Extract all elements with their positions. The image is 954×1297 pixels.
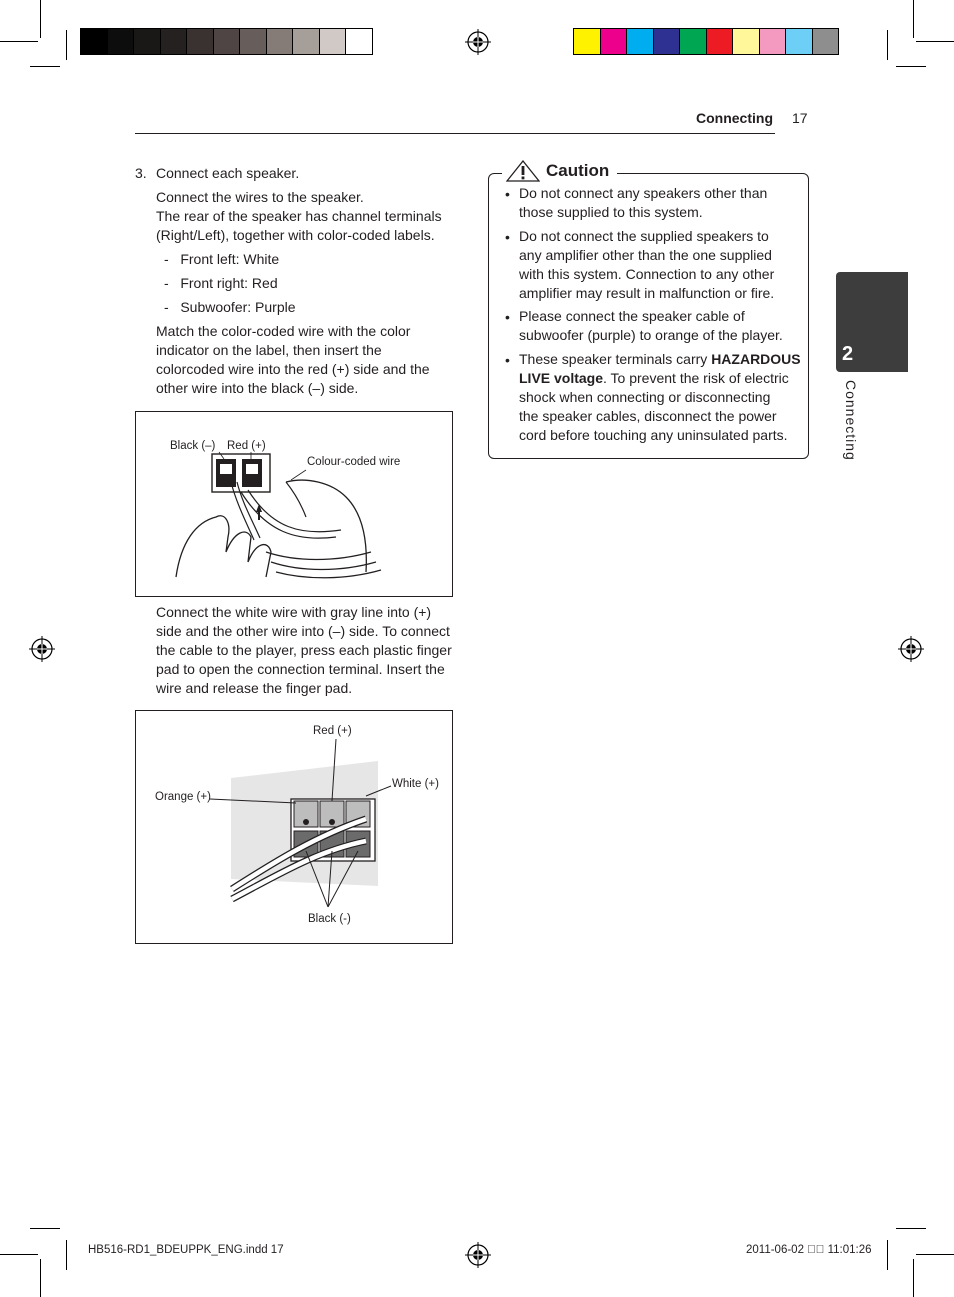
list-item: - Front right: Red — [164, 275, 278, 291]
step-paragraph-line: The rear of the speaker has channel terminals — [156, 208, 442, 224]
caution-line — [519, 369, 801, 388]
step-paragraph-line: (Right/Left), together with color-coded labels. — [156, 227, 435, 243]
hazard-emphasis: HAZARDOUS — [711, 351, 801, 367]
caution-line: Do not connect the supplied speakers to — [519, 228, 769, 244]
color-swatch — [574, 29, 601, 54]
color-swatch — [187, 29, 214, 54]
player-terminal-figure — [135, 710, 453, 944]
bullet-dot: • — [505, 186, 510, 202]
color-swatch — [601, 29, 628, 54]
color-swatch — [267, 29, 294, 54]
caution-line: cord before touching any uninsulated parts. — [519, 427, 788, 443]
list-item-text: Subwoofer: Purple — [180, 299, 296, 315]
caution-line: those supplied to this system. — [519, 204, 703, 220]
red-terminal-label: Red (+) — [227, 440, 266, 452]
color-swatch — [293, 29, 320, 54]
step-paragraph-line: Connect the white wire with gray line into (+) — [156, 604, 432, 620]
colour-coded-wire-label: Colour-coded wire — [307, 456, 401, 468]
color-swatch — [786, 29, 813, 54]
color-swatch — [240, 29, 267, 54]
color-swatch — [733, 29, 760, 54]
caution-line: shock when connecting or disconnecting — [519, 389, 771, 405]
color-swatch — [81, 29, 108, 54]
speaker-terminal-figure — [135, 411, 453, 597]
step-paragraph-line: Connect the wires to the speaker. — [156, 189, 364, 205]
footer-file-slug: HB516-RD1_BDEUPPK_ENG.indd 17 — [88, 1244, 284, 1256]
color-swatch — [214, 29, 241, 54]
caution-heading — [502, 160, 617, 182]
caution-bullet-2 — [519, 227, 774, 303]
caution-title: Caution — [546, 161, 610, 180]
color-swatch — [813, 29, 839, 54]
list-item-text: Front left: White — [180, 251, 280, 267]
caution-line: with this system. Connection to any other — [519, 266, 775, 282]
step-title: Connect each speaker. — [156, 165, 300, 181]
registration-mark-icon — [465, 1242, 491, 1268]
color-swatch — [108, 29, 135, 54]
player-terminal-illustration — [136, 711, 452, 943]
color-swatch — [707, 29, 734, 54]
footer-timestamp: 2011-06-02 ￿￿ 11:01:26 — [746, 1244, 872, 1256]
header-rule — [135, 133, 775, 134]
chapter-tab-label: Connecting — [843, 380, 859, 461]
step-paragraph-line: Match the color-coded wire with the color — [156, 323, 411, 339]
caution-line — [519, 350, 801, 369]
bullet-dot: • — [505, 229, 510, 245]
step-paragraph-line: other wire into the black (–) side. — [156, 380, 359, 396]
step-paragraph-line: side and the other wire into (–) side. To connect — [156, 623, 450, 639]
caution-line: Please connect the speaker cable of — [519, 308, 745, 324]
orange-terminal-label: Orange (+) — [155, 791, 211, 803]
caution-bullet-1 — [519, 184, 767, 222]
grayscale-color-bar — [80, 28, 373, 55]
caution-line: any amplifier other than the one supplied — [519, 247, 772, 263]
color-swatch — [627, 29, 654, 54]
registration-mark-icon — [898, 636, 924, 662]
step-paragraph-line: pad to open the connection terminal. Insert the — [156, 661, 445, 677]
caution-line: amplifier may result in malfunction or fire. — [519, 285, 775, 301]
caution-bullet-3 — [519, 307, 783, 345]
red-terminal-label: Red (+) — [313, 725, 352, 737]
process-color-bar — [573, 28, 839, 55]
list-item-text: Front right: Red — [180, 275, 278, 291]
color-swatch — [320, 29, 347, 54]
hazard-emphasis: LIVE voltage — [519, 370, 604, 386]
bullet-dot: • — [505, 309, 510, 325]
white-terminal-label: White (+) — [392, 778, 439, 790]
caution-line: Do not connect any speakers other than — [519, 185, 768, 201]
running-header-section: Connecting — [696, 110, 773, 126]
registration-mark-icon — [29, 636, 55, 662]
black-terminal-label: Black (-) — [308, 913, 351, 925]
color-swatch — [760, 29, 787, 54]
color-swatch — [161, 29, 188, 54]
bullet-dot: • — [505, 352, 510, 368]
black-terminal-label: Black (–) — [170, 440, 216, 452]
color-swatch — [134, 29, 161, 54]
color-swatch — [680, 29, 707, 54]
page-number: 17 — [792, 110, 808, 126]
registration-mark-icon — [465, 29, 491, 55]
caution-text: . To prevent the risk of electric — [603, 370, 789, 386]
list-item: - Subwoofer: Purple — [164, 299, 296, 315]
caution-line: the speaker cables, disconnect the power — [519, 408, 777, 424]
warning-triangle-icon — [506, 160, 540, 182]
color-swatch — [654, 29, 681, 54]
step-paragraph-line: wire and release the finger pad. — [156, 680, 353, 696]
chapter-tab-number: 2 — [842, 343, 854, 365]
step-paragraph-line: colorcoded wire into the red (+) side and the — [156, 361, 430, 377]
caution-line: subwoofer (purple) to orange of the player. — [519, 327, 783, 343]
caution-text: These speaker terminals carry — [519, 351, 712, 367]
color-swatch — [346, 29, 372, 54]
list-item: - Front left: White — [164, 251, 280, 267]
step-paragraph-line: indicator on the label, then insert the — [156, 342, 382, 358]
step-number: 3. — [135, 165, 147, 181]
step-paragraph-line: the cable to the player, press each plastic finger — [156, 642, 452, 658]
caution-bullet-4 — [519, 350, 801, 445]
